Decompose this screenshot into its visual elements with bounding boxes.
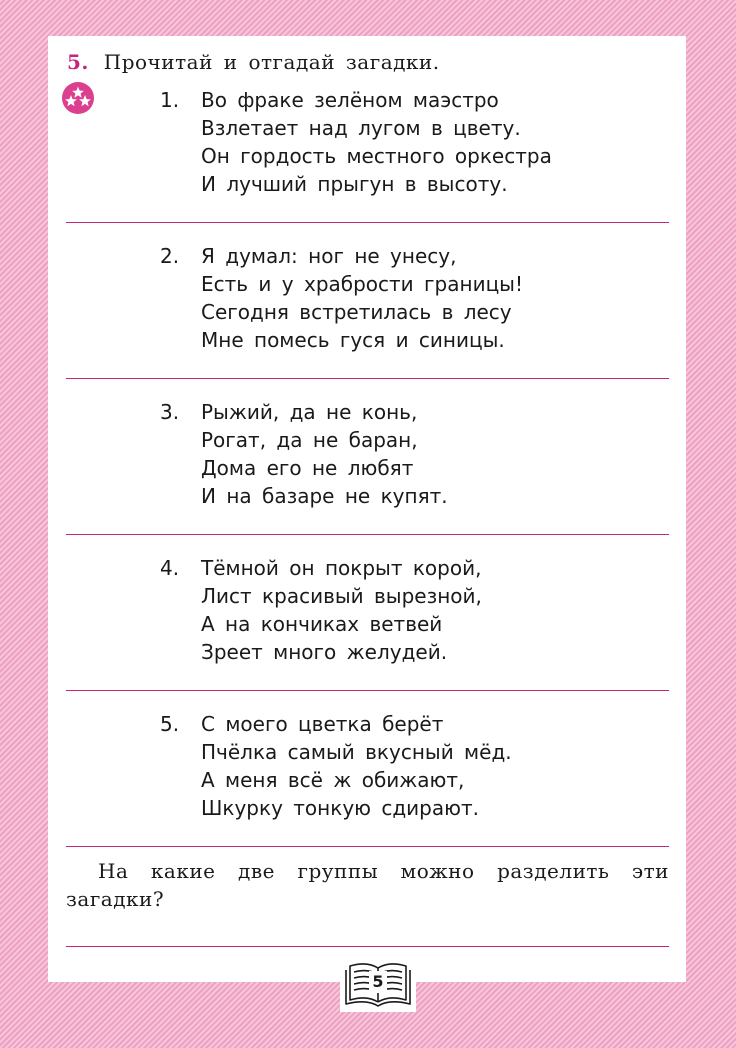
riddle-number: 5. bbox=[160, 712, 180, 736]
riddle-line: А меня всё ж обижают, bbox=[201, 768, 465, 792]
riddle-number: 3. bbox=[160, 400, 180, 424]
riddle-number: 1. bbox=[160, 88, 180, 112]
riddle-line: Во фраке зелёном маэстро bbox=[201, 88, 499, 112]
riddle-line: Есть и у храбрости границы! bbox=[201, 272, 523, 296]
answer-line-1[interactable] bbox=[66, 222, 669, 223]
answer-line-3[interactable] bbox=[66, 534, 669, 535]
riddle-line: Дома его не любят bbox=[201, 456, 414, 480]
question-answer-line[interactable] bbox=[66, 946, 669, 947]
three-stars-icon bbox=[62, 82, 94, 114]
riddle-line: Зреет много желудей. bbox=[201, 640, 448, 664]
task-number: 5. bbox=[67, 50, 89, 74]
riddle-line: И на базаре не купят. bbox=[201, 484, 448, 508]
riddle-line: Рыжий, да не конь, bbox=[201, 400, 418, 424]
riddle-line: А на кончиках ветвей bbox=[201, 612, 443, 636]
answer-line-5[interactable] bbox=[66, 846, 669, 847]
page-number-badge bbox=[340, 956, 416, 1012]
riddle-line: Он гордость местного оркестра bbox=[201, 144, 552, 168]
workbook-page bbox=[48, 36, 686, 991]
task-title: Прочитай и отгадай загадки. bbox=[103, 50, 440, 74]
riddle-number: 2. bbox=[160, 244, 180, 268]
riddle-line: Рогат, да не баран, bbox=[201, 428, 418, 452]
riddle-line: Мне помесь гуся и синицы. bbox=[201, 328, 505, 352]
riddle-number: 4. bbox=[160, 556, 180, 580]
riddle-line: Взлетает над лугом в цвету. bbox=[201, 116, 521, 140]
answer-line-4[interactable] bbox=[66, 690, 669, 691]
task-header bbox=[67, 50, 440, 74]
riddle-line: Шкурку тонкую сдирают. bbox=[201, 796, 479, 820]
riddle-line: Тёмной он покрыт корой, bbox=[201, 556, 482, 580]
riddle-line: Я думал: ног не унесу, bbox=[201, 244, 457, 268]
riddle-line: С моего цветка берёт bbox=[201, 712, 444, 736]
answer-line-2[interactable] bbox=[66, 378, 669, 379]
riddle-line: Лист красивый вырезной, bbox=[201, 584, 482, 608]
riddle-line: Сегодня встретилась в лесу bbox=[201, 300, 512, 324]
riddle-line: Пчёлка самый вкусный мёд. bbox=[201, 740, 512, 764]
riddle-line: И лучший прыгун в высоту. bbox=[201, 172, 508, 196]
question-text: На какие две группы можно разделить эти загадки? bbox=[66, 859, 669, 911]
page-number: 5 bbox=[372, 972, 384, 991]
